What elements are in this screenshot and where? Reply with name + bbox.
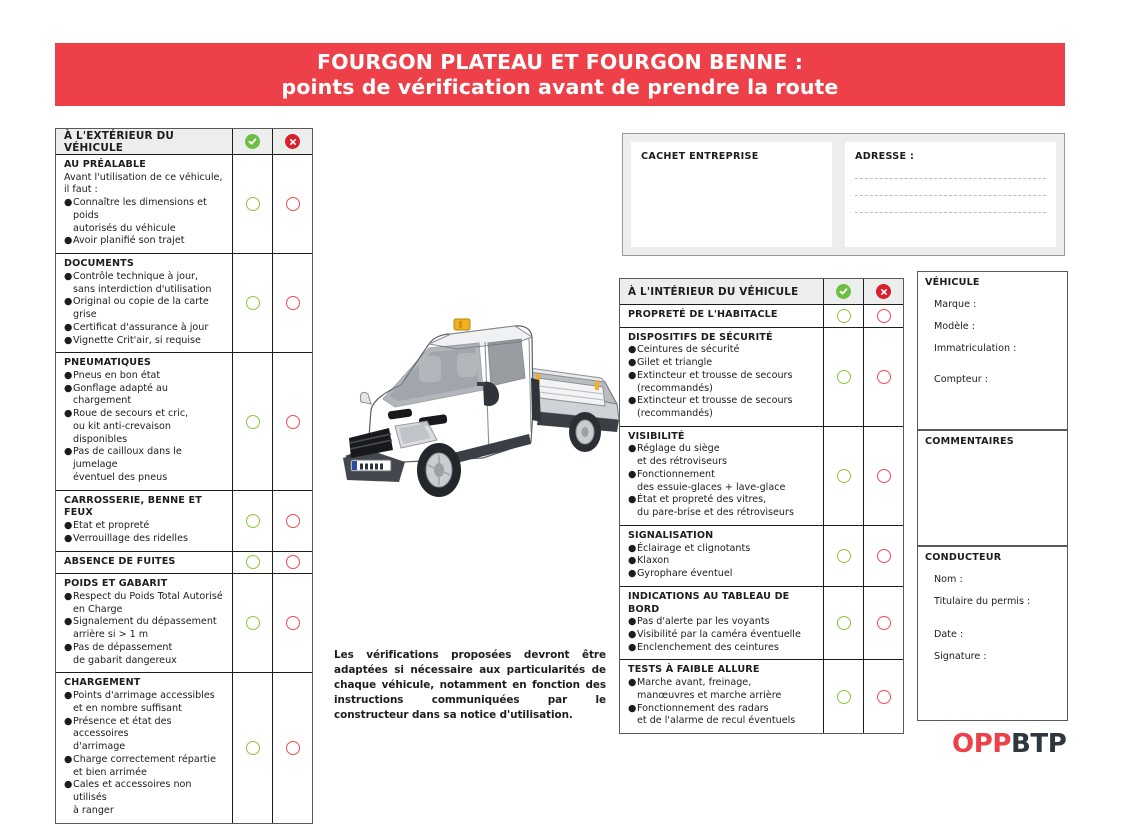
list-item: ● Pas d'alerte par les voyants (628, 616, 770, 628)
table-header-title: À L'INTÉRIEUR DU VÉHICULE (628, 285, 799, 298)
oppbtp-logo (952, 731, 1066, 757)
list-item: ● Charge correctement répartie et bien arrimée (64, 754, 226, 780)
bullet-icon: ● (64, 408, 73, 420)
list-item: ● Certificat d'assurance à jour (64, 321, 209, 333)
table-row (56, 574, 312, 673)
ok-checkbox-cell[interactable] (232, 552, 272, 574)
bullet-icon: ● (64, 532, 73, 544)
table-row (620, 587, 903, 661)
bullet-icon: ● (628, 395, 637, 407)
row-section-title: VISIBILITÉ (628, 430, 685, 442)
list-item: ● Contrôle technique à jour, sans interdiction d'utilisation (64, 271, 226, 297)
list-item: ● État et propreté des vitres, du pare-brise et des rétroviseurs (628, 494, 817, 520)
list-item: ● Signalement du dépassement arrière si > 1 m (64, 616, 226, 642)
cachet-entreprise-pane[interactable] (631, 142, 832, 247)
ok-circle-checkbox[interactable] (837, 616, 851, 630)
row-section-title: CHARGEMENT (64, 677, 141, 689)
bullet-icon: ● (64, 446, 73, 458)
bullet-icon: ● (64, 270, 73, 282)
header-ok-cell (232, 129, 272, 154)
ok-checkbox-cell[interactable] (823, 587, 863, 660)
list-item: ● Extincteur et trousse de secours (recommandés) (628, 370, 817, 396)
list-item: ● Vignette Crit'air, si requise (64, 334, 201, 346)
bullet-icon: ● (628, 369, 637, 381)
list-item: ● Pas de dépassement de gabarit dangereux (64, 642, 226, 668)
ko-circle-checkbox[interactable] (286, 415, 300, 429)
list-item: ● Pas de cailloux dans le jumelage éventuel des pneus (64, 446, 226, 484)
ko-checkbox-cell[interactable] (272, 155, 312, 253)
row-section-title: CARROSSERIE, BENNE ET FEUX (64, 494, 202, 519)
bullet-icon: ● (628, 555, 637, 567)
list-item: ● Cales et accessoires non utilisés à ranger (64, 779, 226, 817)
list-item: ● Réglage du siège et des rétroviseurs (628, 443, 817, 469)
table-row (56, 673, 312, 822)
bullet-icon: ● (64, 296, 73, 308)
banner-line-1: FOURGON PLATEAU ET FOURGON BENNE : (317, 50, 803, 75)
bullet-icon: ● (628, 702, 637, 714)
ko-checkbox-cell[interactable] (863, 660, 903, 733)
bullet-icon: ● (628, 443, 637, 455)
conducteur-info-box (917, 546, 1068, 721)
row-content (620, 427, 823, 525)
bullet-icon: ● (64, 520, 73, 532)
row-item-list (628, 443, 817, 520)
list-item: ● Fonctionnement des essuie-glaces + lave-glace (628, 469, 817, 495)
flatbed-van-illustration (333, 282, 623, 512)
ok-checkbox-cell[interactable] (232, 353, 272, 489)
table-row (56, 155, 312, 254)
field-immatriculation[interactable]: Immatriculation : (934, 343, 1017, 354)
list-item: ● Enclenchement des ceintures (628, 641, 779, 653)
list-item: ● Original ou copie de la carte grise (64, 296, 209, 321)
list-item: ● Points d'arrimage accessibles et en nombre suffisant (64, 690, 226, 716)
bullet-icon: ● (64, 382, 73, 394)
ok-circle-checkbox[interactable] (837, 469, 851, 483)
page-title-banner (55, 43, 1065, 106)
list-item: ● Connaître les dimensions et poids autorisés du véhicule (64, 197, 226, 235)
list-item-cont: (recommandés) (637, 382, 713, 394)
bullet-icon: ● (64, 616, 73, 628)
list-item: ● Verrouillage des ridelles (64, 532, 188, 544)
row-content (620, 328, 823, 426)
ko-checkbox-cell[interactable] (863, 526, 903, 586)
bullet-icon: ● (628, 641, 637, 653)
ko-circle-checkbox[interactable] (877, 549, 891, 563)
ok-checkbox-cell[interactable] (232, 254, 272, 352)
bullet-icon: ● (64, 715, 73, 727)
ok-checkbox-cell[interactable] (823, 526, 863, 586)
row-lead-line: il faut : (64, 184, 98, 196)
field-modele[interactable]: Modèle : (934, 321, 975, 332)
row-item-list (628, 616, 817, 654)
table-row (56, 552, 312, 575)
header-ko-cell (272, 129, 312, 154)
cachet-entreprise-label: CACHET ENTREPRISE (641, 151, 759, 162)
check-circle-icon (836, 284, 851, 299)
list-item-cont: du pare-brise et des rétroviseurs (637, 507, 794, 519)
row-section-title: PNEUMATIQUES (64, 357, 151, 369)
list-item-cont: arrière si > 1 m (73, 629, 149, 641)
list-item-cont: à ranger (73, 804, 114, 816)
row-item-list (628, 344, 817, 421)
list-item-cont: ou kit anti-crevaison disponibles (73, 420, 171, 445)
row-content (56, 491, 232, 551)
row-item-list (64, 591, 226, 668)
list-item: ● Extincteur et trousse de secours (recommandés) (628, 395, 817, 421)
row-section-title: ABSENCE DE FUITES (64, 555, 176, 567)
row-section-title: POIDS ET GABARIT (64, 578, 168, 590)
ko-circle-checkbox[interactable] (877, 370, 891, 384)
bullet-icon: ● (628, 628, 637, 640)
bullet-icon: ● (628, 494, 637, 506)
table-row (620, 526, 903, 587)
ok-checkbox-cell[interactable] (232, 491, 272, 551)
ok-checkbox-cell[interactable] (823, 427, 863, 525)
bullet-icon: ● (628, 568, 637, 580)
list-item-cont: éventuel des pneus (73, 471, 168, 483)
ko-checkbox-cell[interactable] (863, 328, 903, 426)
bullet-icon: ● (64, 197, 73, 209)
field-titulaire-permis[interactable]: Titulaire du permis : (934, 596, 1031, 607)
ko-circle-checkbox[interactable] (286, 616, 300, 630)
adresse-write-line[interactable] (855, 212, 1046, 213)
ko-circle-checkbox[interactable] (286, 514, 300, 528)
ko-checkbox-cell[interactable] (863, 427, 903, 525)
list-item-cont: d'arrimage (73, 741, 126, 752)
bullet-icon: ● (64, 334, 73, 346)
adresse-label: ADRESSE : (855, 151, 915, 162)
list-item: ● Visibilité par la caméra éventuelle (628, 628, 801, 640)
list-item-cont: et de l'alarme de recul éventuels (637, 715, 796, 727)
ok-circle-checkbox[interactable] (837, 309, 851, 323)
logo-opp-text: OPP (952, 729, 1012, 759)
row-content (56, 673, 232, 822)
field-marque[interactable]: Marque : (934, 299, 977, 310)
row-content (56, 254, 232, 352)
field-signature[interactable]: Signature : (934, 651, 987, 662)
row-item-list (64, 520, 226, 546)
row-item-list (64, 271, 226, 348)
list-item: ● Fonctionnement des radars et de l'alarme de recul éventuels (628, 703, 817, 729)
header-ok-cell (823, 279, 863, 304)
note-paragraph: Les vérifications proposées devront être adaptées si nécessaire aux particularités de chaque véhicule, notamment en fonction des instructions communiquées par le constructeur dans sa notice d'utilisation. (334, 649, 606, 722)
list-item: ● Ceintures de sécurité (628, 344, 740, 356)
interior-checklist-table (619, 278, 904, 734)
bullet-icon: ● (64, 235, 73, 247)
row-section-title: INDICATIONS AU TABLEAU DE BORD (628, 590, 790, 615)
row-content (620, 660, 823, 733)
bullet-icon: ● (64, 590, 73, 602)
table-row (56, 254, 312, 353)
ok-circle-checkbox[interactable] (246, 415, 260, 429)
commentaires-box-title: COMMENTAIRES (925, 436, 1014, 447)
list-item: ● Respect du Poids Total Autorisé en Charge (64, 591, 226, 617)
row-item-list (64, 370, 226, 485)
ko-circle-checkbox[interactable] (286, 555, 300, 569)
ok-checkbox-cell[interactable] (823, 328, 863, 426)
list-item-cont: manœuvres et marche arrière (637, 689, 782, 701)
ok-checkbox-cell[interactable] (823, 305, 863, 327)
ok-circle-checkbox[interactable] (837, 549, 851, 563)
bullet-icon: ● (64, 753, 73, 765)
ko-checkbox-cell[interactable] (272, 552, 312, 574)
list-item-cont: et des rétroviseurs (637, 456, 728, 468)
table-row (620, 660, 903, 733)
ko-circle-checkbox[interactable] (286, 296, 300, 310)
check-circle-icon (245, 134, 260, 149)
table-row (620, 427, 903, 526)
list-item: ● Gyrophare éventuel (628, 568, 733, 580)
ok-checkbox-cell[interactable] (232, 673, 272, 822)
ko-circle-checkbox[interactable] (877, 469, 891, 483)
list-item: ● Gonflage adapté au chargement (64, 382, 168, 407)
ko-circle-checkbox[interactable] (877, 616, 891, 630)
exterior-checklist-table (55, 128, 313, 824)
adresse-write-line[interactable] (855, 178, 1046, 179)
row-section-title: DISPOSITIFS DE SÉCURITÉ (628, 331, 773, 343)
field-compteur[interactable]: Compteur : (934, 374, 988, 385)
ko-circle-checkbox[interactable] (877, 309, 891, 323)
bullet-icon: ● (64, 690, 73, 701)
row-content (56, 353, 232, 489)
list-item-cont: et bien arrimée (73, 766, 147, 778)
field-nom[interactable]: Nom : (934, 574, 963, 585)
ko-checkbox-cell[interactable] (272, 254, 312, 352)
ok-circle-checkbox[interactable] (246, 555, 260, 569)
list-item-cont: et en nombre suffisant (73, 702, 182, 714)
vehicule-info-box (917, 271, 1068, 430)
adresse-write-line[interactable] (855, 195, 1046, 196)
list-item: ● Marche avant, freinage, manœuvres et marche arrière (628, 677, 817, 703)
banner-line-2: points de vérification avant de prendre la route (281, 74, 839, 99)
commentaires-box[interactable] (917, 430, 1068, 546)
ko-circle-checkbox[interactable] (286, 741, 300, 755)
table-row (620, 305, 903, 328)
list-item: ● Gilet et triangle (628, 357, 713, 369)
row-section-title: DOCUMENTS (64, 258, 134, 270)
list-item-cont: (recommandés) (637, 408, 713, 420)
bullet-icon: ● (64, 641, 73, 653)
row-lead-line: Avant l'utilisation de ce véhicule, (64, 171, 223, 183)
row-section-title: PROPRETÉ DE L'HABITACLE (628, 309, 778, 320)
ok-checkbox-cell[interactable] (232, 574, 272, 672)
logo-btp-text: BTP (1011, 729, 1067, 759)
ko-circle-checkbox[interactable] (286, 197, 300, 211)
list-item: ● Éclairage et clignotants (628, 542, 751, 554)
ko-checkbox-cell[interactable] (863, 305, 903, 327)
list-item-cont: autorisés du véhicule (73, 222, 176, 234)
row-content (620, 587, 823, 660)
row-content (56, 155, 232, 253)
ko-checkbox-cell[interactable] (272, 574, 312, 672)
list-item-cont: des essuie-glaces + lave-glace (637, 481, 786, 493)
list-item: ● Présence et état des accessoires d'arrimage (64, 716, 226, 754)
bullet-icon: ● (64, 779, 73, 791)
list-item: ● Etat et propreté (64, 520, 150, 532)
ok-circle-checkbox[interactable] (837, 690, 851, 704)
list-item: ● Klaxon (628, 555, 670, 567)
bullet-icon: ● (628, 468, 637, 480)
conducteur-box-title: CONDUCTEUR (925, 552, 1002, 563)
bullet-icon: ● (628, 677, 637, 689)
row-section-title: TESTS À FAIBLE ALLURE (628, 664, 760, 676)
ko-checkbox-cell[interactable] (863, 587, 903, 660)
ko-checkbox-cell[interactable] (272, 673, 312, 822)
row-content (56, 552, 232, 574)
ko-checkbox-cell[interactable] (272, 353, 312, 489)
row-section-title: AU PRÉALABLE (64, 159, 146, 170)
list-item-cont: de gabarit dangereux (73, 654, 177, 666)
ok-circle-checkbox[interactable] (246, 514, 260, 528)
row-content (620, 526, 823, 586)
ok-circle-checkbox[interactable] (246, 616, 260, 630)
header-ko-cell (863, 279, 903, 304)
table-row (56, 353, 312, 490)
table-header-row (56, 129, 312, 155)
row-content (620, 305, 823, 327)
cross-circle-icon (876, 284, 891, 299)
ok-checkbox-cell[interactable] (823, 660, 863, 733)
adresse-pane[interactable] (845, 142, 1056, 247)
list-item-cont: en Charge (73, 603, 123, 615)
table-header-row (620, 279, 903, 305)
vehicule-box-title: VÉHICULE (925, 277, 980, 288)
row-item-list (628, 677, 817, 728)
ok-circle-checkbox[interactable] (246, 296, 260, 310)
row-item-list (628, 543, 817, 581)
field-date[interactable]: Date : (934, 629, 964, 640)
cross-circle-icon (285, 134, 300, 149)
list-item-cont: sans interdiction d'utilisation (73, 283, 212, 295)
bullet-icon: ● (64, 321, 73, 333)
row-item-list (64, 197, 226, 248)
table-header-title: À L'EXTÉRIEUR DU VÉHICULE (64, 129, 175, 154)
row-section-title: SIGNALISATION (628, 529, 714, 541)
list-item: ● Roue de secours et cric, ou kit anti-crevaison disponibles (64, 408, 226, 446)
table-row (620, 328, 903, 427)
ok-circle-checkbox[interactable] (246, 197, 260, 211)
list-item: ● Pneus en bon état (64, 369, 161, 381)
table-row (56, 491, 312, 552)
ok-checkbox-cell[interactable] (232, 155, 272, 253)
bullet-icon: ● (628, 344, 637, 356)
bullet-icon: ● (628, 542, 637, 554)
bullet-icon: ● (628, 357, 637, 369)
ok-circle-checkbox[interactable] (837, 370, 851, 384)
list-item: ● Avoir planifié son trajet (64, 235, 185, 247)
ok-circle-checkbox[interactable] (246, 741, 260, 755)
row-item-list (64, 690, 226, 818)
bullet-icon: ● (64, 369, 73, 381)
stamp-address-box (622, 133, 1065, 256)
ko-checkbox-cell[interactable] (272, 491, 312, 551)
bullet-icon: ● (628, 616, 637, 628)
row-content (56, 574, 232, 672)
ko-circle-checkbox[interactable] (877, 690, 891, 704)
